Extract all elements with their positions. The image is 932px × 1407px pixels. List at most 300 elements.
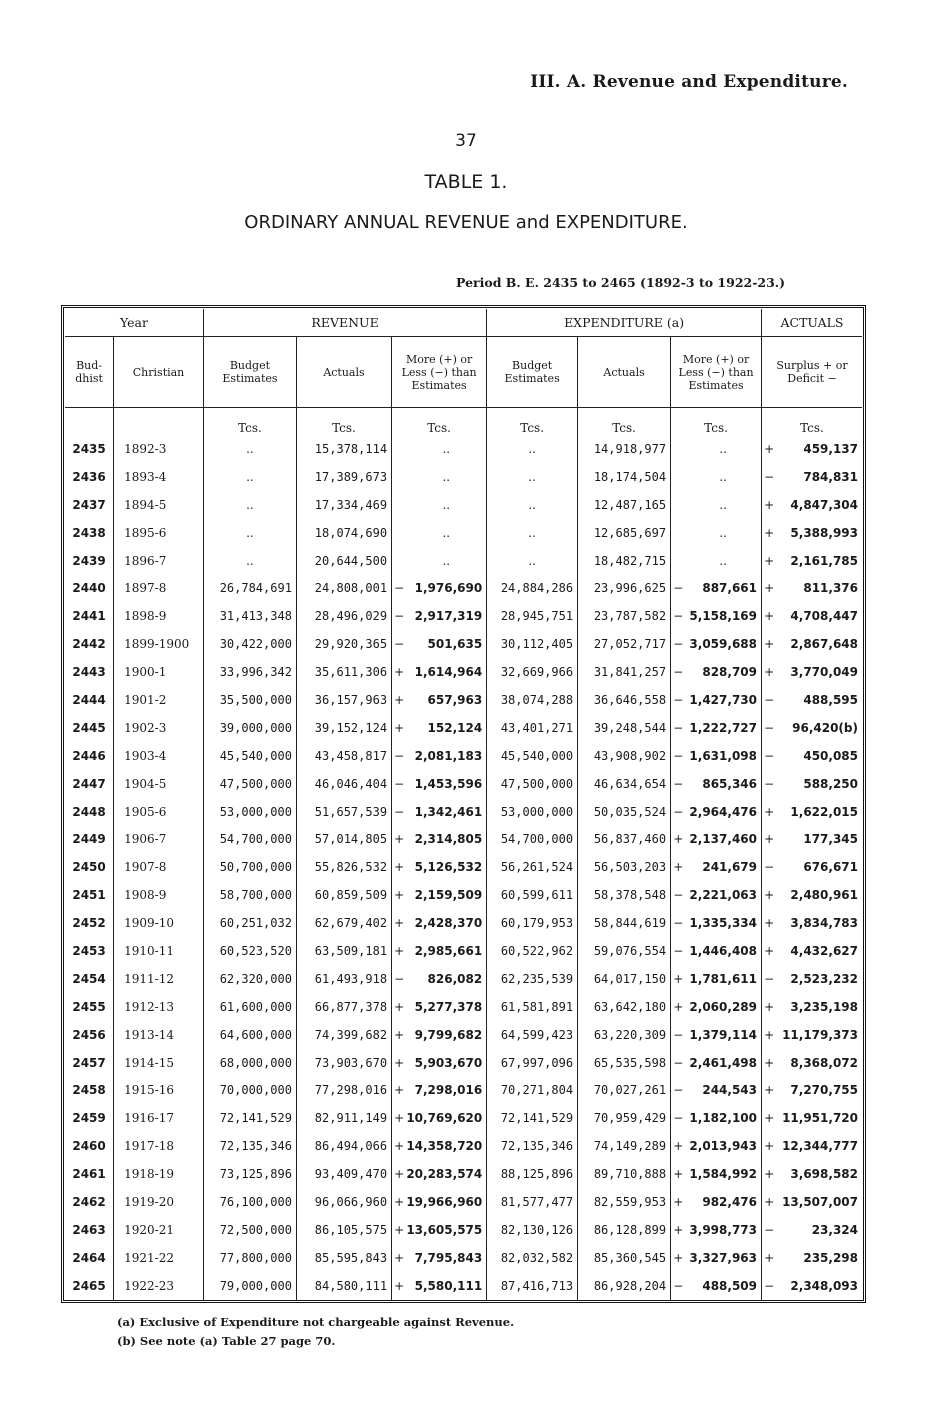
surplus-sign: + [762, 630, 777, 658]
expenditure-budget-cell: 47,500,000 [487, 770, 578, 798]
surplus-deficit-cell: 4,432,627 [790, 943, 858, 958]
revenue-actuals-cell: 82,911,149 [296, 1104, 391, 1132]
header-year: Year [65, 309, 203, 337]
table-row [65, 937, 862, 965]
table-row [65, 1104, 862, 1132]
unit-label: Tcs. [578, 408, 671, 436]
surplus-sign: + [762, 1188, 777, 1216]
revenue-budget-cell: 53,000,000 [203, 798, 296, 826]
christian-year-cell: 1903-4 [114, 742, 204, 770]
revenue-diff-sign: + [392, 853, 407, 881]
expenditure-actuals-cell: 39,248,544 [578, 714, 671, 742]
revenue-diff-sign [392, 435, 407, 463]
expenditure-diff-cell: 1,222,727 [689, 720, 757, 735]
christian-year-cell: 1907-8 [114, 853, 204, 881]
footnotes [117, 1313, 514, 1351]
expenditure-diff-cell: 3,059,688 [689, 637, 757, 652]
expenditure-diff-sign [671, 435, 686, 463]
christian-year-cell: 1899-1900 [114, 630, 204, 658]
revenue-actuals-cell: 85,595,843 [296, 1244, 391, 1272]
revenue-diff-cell: 13,605,575 [406, 1222, 483, 1237]
revenue-budget-cell: 45,540,000 [203, 742, 296, 770]
expenditure-actuals-cell: 63,220,309 [578, 1021, 671, 1049]
buddhist-year-cell: 2457 [72, 1055, 106, 1070]
revenue-actuals-cell: 57,014,805 [296, 825, 391, 853]
christian-year-cell: 1906-7 [114, 825, 204, 853]
revenue-budget-cell: .. [203, 435, 296, 463]
expenditure-budget-cell: 72,141,529 [487, 1104, 578, 1132]
surplus-sign: + [762, 1076, 777, 1104]
surplus-deficit-cell: 11,179,373 [782, 1027, 858, 1042]
expenditure-budget-cell: 38,074,288 [487, 686, 578, 714]
col-buddhist: Bud-dhist [65, 337, 114, 408]
header-actuals: ACTUALS [762, 309, 863, 337]
expenditure-diff-cell: 2,461,498 [689, 1055, 757, 1070]
revenue-actuals-cell: 17,389,673 [296, 463, 391, 491]
surplus-deficit-cell: 450,085 [803, 748, 858, 763]
table-row [65, 491, 862, 519]
col-revenue-actuals: Actuals [296, 337, 391, 408]
revenue-diff-sign [392, 547, 407, 575]
table-row [65, 825, 862, 853]
expenditure-actuals-cell: 36,646,558 [578, 686, 671, 714]
expenditure-budget-cell: 88,125,896 [487, 1160, 578, 1188]
revenue-diff-sign: − [392, 798, 407, 826]
buddhist-year-cell: 2441 [72, 609, 106, 624]
expenditure-budget-cell: 82,130,126 [487, 1216, 578, 1244]
table-row [65, 853, 862, 881]
christian-year-cell: 1911-12 [114, 965, 204, 993]
revenue-diff-cell: 826,082 [427, 971, 483, 986]
expenditure-diff-cell: 1,379,114 [689, 1027, 757, 1042]
surplus-sign: + [762, 881, 777, 909]
revenue-diff-sign: + [392, 1188, 407, 1216]
expenditure-actuals-cell: 56,503,203 [578, 853, 671, 881]
surplus-deficit-cell: 2,523,232 [790, 971, 858, 986]
expenditure-actuals-cell: 12,685,697 [578, 519, 671, 547]
unit-label: Tcs. [671, 408, 762, 436]
expenditure-budget-cell: 82,032,582 [487, 1244, 578, 1272]
buddhist-year-cell: 2438 [72, 525, 106, 540]
expenditure-diff-sign: − [671, 602, 686, 630]
col-surplus-deficit: Surplus + or Deficit − [762, 337, 863, 408]
expenditure-budget-cell: 70,271,804 [487, 1076, 578, 1104]
christian-year-cell: 1897-8 [114, 574, 204, 602]
surplus-deficit-cell: 3,698,582 [790, 1167, 858, 1182]
table-row [65, 1049, 862, 1077]
revenue-budget-cell: 79,000,000 [203, 1272, 296, 1300]
unit-label: Tcs. [487, 408, 578, 436]
christian-year-cell: 1919-20 [114, 1188, 204, 1216]
buddhist-year-cell: 2447 [72, 776, 106, 791]
buddhist-year-cell: 2435 [72, 441, 106, 456]
buddhist-year-cell: 2452 [72, 916, 106, 931]
surplus-deficit-cell: 676,671 [803, 860, 858, 875]
revenue-budget-cell: 33,996,342 [203, 658, 296, 686]
christian-year-cell: 1914-15 [114, 1049, 204, 1077]
revenue-diff-cell: 657,963 [427, 692, 483, 707]
revenue-budget-cell: 72,141,529 [203, 1104, 296, 1132]
christian-year-cell: 1902-3 [114, 714, 204, 742]
unit-label: Tcs. [296, 408, 391, 436]
table-row [65, 1132, 862, 1160]
christian-year-cell: 1900-1 [114, 658, 204, 686]
revenue-actuals-cell: 15,378,114 [296, 435, 391, 463]
revenue-diff-cell: 2,428,370 [414, 916, 483, 931]
header-expenditure: EXPENDITURE (a) [487, 309, 762, 337]
revenue-budget-cell: 60,251,032 [203, 909, 296, 937]
col-expenditure-more-less: More (+) or Less (−) than Estimates [671, 337, 762, 408]
expenditure-budget-cell: 62,235,539 [487, 965, 578, 993]
revenue-diff-sign: + [392, 658, 407, 686]
expenditure-budget-cell: .. [487, 491, 578, 519]
surplus-sign: + [762, 1021, 777, 1049]
table-row [65, 1188, 862, 1216]
expenditure-budget-cell: 56,261,524 [487, 853, 578, 881]
revenue-actuals-cell: 63,509,181 [296, 937, 391, 965]
expenditure-diff-cell: 2,137,460 [689, 832, 757, 847]
christian-year-cell: 1922-23 [114, 1272, 204, 1300]
expenditure-actuals-cell: 63,642,180 [578, 993, 671, 1021]
surplus-sign: − [762, 1216, 777, 1244]
revenue-diff-cell: .. [442, 497, 451, 512]
surplus-deficit-cell: 2,348,093 [790, 1278, 858, 1293]
revenue-diff-sign [392, 463, 407, 491]
revenue-actuals-cell: 86,105,575 [296, 1216, 391, 1244]
expenditure-actuals-cell: 14,918,977 [578, 435, 671, 463]
revenue-budget-cell: 72,135,346 [203, 1132, 296, 1160]
expenditure-diff-cell: 3,998,773 [689, 1222, 757, 1237]
revenue-budget-cell: 39,000,000 [203, 714, 296, 742]
buddhist-year-cell: 2443 [72, 665, 106, 680]
revenue-budget-cell: 61,600,000 [203, 993, 296, 1021]
revenue-budget-cell: 60,523,520 [203, 937, 296, 965]
table-row [65, 993, 862, 1021]
surplus-deficit-cell: 13,507,007 [782, 1194, 858, 1209]
surplus-sign: + [762, 1104, 777, 1132]
buddhist-year-cell: 2462 [72, 1194, 106, 1209]
expenditure-budget-cell: .. [487, 463, 578, 491]
expenditure-diff-sign: + [671, 1216, 686, 1244]
table-row [65, 630, 862, 658]
expenditure-diff-cell: 1,781,611 [689, 971, 757, 986]
revenue-budget-cell: 70,000,000 [203, 1076, 296, 1104]
expenditure-diff-cell: 2,221,063 [689, 888, 757, 903]
revenue-actuals-cell: 86,494,066 [296, 1132, 391, 1160]
revenue-diff-sign: + [392, 1132, 407, 1160]
revenue-actuals-cell: 60,859,509 [296, 881, 391, 909]
revenue-budget-cell: 58,700,000 [203, 881, 296, 909]
revenue-actuals-cell: 18,074,690 [296, 519, 391, 547]
col-expenditure-actuals: Actuals [578, 337, 671, 408]
expenditure-actuals-cell: 86,128,899 [578, 1216, 671, 1244]
expenditure-budget-cell: 45,540,000 [487, 742, 578, 770]
expenditure-diff-sign: − [671, 798, 686, 826]
table-subtitle: ORDINARY ANNUAL REVENUE and EXPENDITURE. [244, 212, 688, 233]
expenditure-budget-cell: 61,581,891 [487, 993, 578, 1021]
surplus-deficit-cell: 7,270,755 [790, 1083, 858, 1098]
expenditure-diff-cell: 244,543 [702, 1083, 757, 1098]
revenue-diff-cell: 152,124 [427, 720, 483, 735]
surplus-sign: − [762, 686, 777, 714]
surplus-deficit-cell: 459,137 [803, 441, 858, 456]
expenditure-actuals-cell: 85,360,545 [578, 1244, 671, 1272]
christian-year-cell: 1910-11 [114, 937, 204, 965]
revenue-budget-cell: .. [203, 547, 296, 575]
revenue-actuals-cell: 51,657,539 [296, 798, 391, 826]
revenue-budget-cell: 64,600,000 [203, 1021, 296, 1049]
revenue-actuals-cell: 84,580,111 [296, 1272, 391, 1300]
revenue-diff-cell: 5,580,111 [414, 1278, 483, 1293]
expenditure-diff-cell: 2,060,289 [689, 999, 757, 1014]
expenditure-diff-sign: − [671, 1076, 686, 1104]
revenue-budget-cell: 76,100,000 [203, 1188, 296, 1216]
revenue-actuals-cell: 93,409,470 [296, 1160, 391, 1188]
page-number: 37 [455, 131, 477, 151]
expenditure-actuals-cell: 18,174,504 [578, 463, 671, 491]
revenue-budget-cell: 30,422,000 [203, 630, 296, 658]
revenue-actuals-cell: 24,808,001 [296, 574, 391, 602]
table-row [65, 1244, 862, 1272]
revenue-budget-cell: .. [203, 491, 296, 519]
surplus-deficit-cell: 8,368,072 [790, 1055, 858, 1070]
buddhist-year-cell: 2464 [72, 1250, 106, 1265]
expenditure-budget-cell: 28,945,751 [487, 602, 578, 630]
expenditure-diff-sign: + [671, 1132, 686, 1160]
expenditure-actuals-cell: 59,076,554 [578, 937, 671, 965]
expenditure-diff-cell: 2,964,476 [689, 804, 757, 819]
header-revenue: REVENUE [203, 309, 486, 337]
expenditure-diff-sign: + [671, 965, 686, 993]
expenditure-diff-cell: 1,427,730 [689, 692, 757, 707]
surplus-deficit-cell: 3,235,198 [790, 999, 858, 1014]
revenue-budget-cell: 62,320,000 [203, 965, 296, 993]
christian-year-cell: 1893-4 [114, 463, 204, 491]
christian-year-cell: 1895-6 [114, 519, 204, 547]
expenditure-diff-sign: − [671, 574, 686, 602]
revenue-diff-cell: .. [442, 441, 451, 456]
expenditure-diff-cell: 828,709 [702, 665, 757, 680]
revenue-diff-sign: + [392, 1244, 407, 1272]
expenditure-diff-cell: 5,158,169 [689, 609, 757, 624]
expenditure-actuals-cell: 58,378,548 [578, 881, 671, 909]
expenditure-diff-sign: + [671, 1160, 686, 1188]
expenditure-diff-sign: − [671, 630, 686, 658]
unit-label: Tcs. [392, 408, 487, 436]
revenue-diff-cell: 2,081,183 [414, 748, 483, 763]
christian-year-cell: 1918-19 [114, 1160, 204, 1188]
revenue-actuals-cell: 35,611,306 [296, 658, 391, 686]
expenditure-diff-sign: + [671, 825, 686, 853]
surplus-deficit-cell: 96,420(b) [792, 720, 858, 735]
table-row [65, 658, 862, 686]
revenue-budget-cell: 47,500,000 [203, 770, 296, 798]
unit-label: Tcs. [203, 408, 296, 436]
expenditure-budget-cell: 64,599,423 [487, 1021, 578, 1049]
expenditure-diff-sign: − [671, 1272, 686, 1300]
revenue-diff-cell: 2,985,661 [414, 943, 483, 958]
revenue-diff-cell: 1,453,596 [414, 776, 483, 791]
expenditure-actuals-cell: 46,634,654 [578, 770, 671, 798]
surplus-sign: + [762, 574, 777, 602]
christian-year-cell: 1904-5 [114, 770, 204, 798]
revenue-diff-cell: 501,635 [427, 637, 483, 652]
buddhist-year-cell: 2461 [72, 1167, 106, 1182]
surplus-sign: − [762, 965, 777, 993]
surplus-deficit-cell: 177,345 [803, 832, 858, 847]
christian-year-cell: 1921-22 [114, 1244, 204, 1272]
surplus-sign: + [762, 519, 777, 547]
revenue-diff-sign [392, 519, 407, 547]
expenditure-diff-cell: 241,679 [702, 860, 757, 875]
surplus-deficit-cell: 784,831 [803, 469, 858, 484]
revenue-diff-cell: 7,298,016 [414, 1083, 483, 1098]
buddhist-year-cell: 2442 [72, 637, 106, 652]
revenue-budget-cell: 26,784,691 [203, 574, 296, 602]
surplus-deficit-cell: 2,480,961 [790, 888, 858, 903]
expenditure-diff-cell: 1,584,992 [689, 1167, 757, 1182]
revenue-expenditure-table [65, 309, 862, 1300]
christian-year-cell: 1896-7 [114, 547, 204, 575]
table-row [65, 1160, 862, 1188]
christian-year-cell: 1920-21 [114, 1216, 204, 1244]
surplus-deficit-cell: 2,867,648 [790, 637, 858, 652]
expenditure-diff-cell: 3,327,963 [689, 1250, 757, 1265]
footnote-a: (a) Exclusive of Expenditure not chargeable against Revenue. [117, 1315, 515, 1329]
revenue-diff-sign: + [392, 714, 407, 742]
table-row [65, 519, 862, 547]
expenditure-budget-cell: 60,179,953 [487, 909, 578, 937]
table-row [65, 798, 862, 826]
buddhist-year-cell: 2437 [72, 497, 106, 512]
surplus-deficit-cell: 3,770,049 [790, 665, 858, 680]
revenue-diff-cell: 19,966,960 [406, 1194, 483, 1209]
table-row [65, 435, 862, 463]
buddhist-year-cell: 2453 [72, 943, 106, 958]
surplus-deficit-cell: 5,388,993 [790, 525, 858, 540]
revenue-diff-sign: + [392, 1049, 407, 1077]
revenue-diff-cell: 14,358,720 [406, 1139, 483, 1154]
surplus-sign: + [762, 909, 777, 937]
expenditure-diff-cell: .. [719, 497, 727, 512]
expenditure-diff-sign: + [671, 1244, 686, 1272]
revenue-diff-sign: − [392, 770, 407, 798]
table-row [65, 1272, 862, 1300]
buddhist-year-cell: 2436 [72, 469, 106, 484]
expenditure-actuals-cell: 70,027,261 [578, 1076, 671, 1104]
revenue-actuals-cell: 29,920,365 [296, 630, 391, 658]
revenue-budget-cell: .. [203, 463, 296, 491]
buddhist-year-cell: 2460 [72, 1139, 106, 1154]
expenditure-actuals-cell: 74,149,289 [578, 1132, 671, 1160]
revenue-actuals-cell: 66,877,378 [296, 993, 391, 1021]
surplus-sign: + [762, 602, 777, 630]
expenditure-diff-sign: + [671, 1188, 686, 1216]
revenue-actuals-cell: 36,157,963 [296, 686, 391, 714]
revenue-diff-sign: + [392, 1076, 407, 1104]
revenue-diff-cell: 2,159,509 [414, 888, 483, 903]
expenditure-actuals-cell: 43,908,902 [578, 742, 671, 770]
period-caption: Period B. E. 2435 to 2465 (1892-3 to 1922-23.) [456, 275, 786, 290]
revenue-actuals-cell: 20,644,500 [296, 547, 391, 575]
revenue-diff-sign: + [392, 825, 407, 853]
christian-year-cell: 1912-13 [114, 993, 204, 1021]
expenditure-budget-cell: 32,669,966 [487, 658, 578, 686]
surplus-sign: + [762, 435, 777, 463]
revenue-actuals-cell: 55,826,532 [296, 853, 391, 881]
expenditure-diff-cell: .. [719, 441, 727, 456]
expenditure-budget-cell: .. [487, 519, 578, 547]
expenditure-budget-cell: 87,416,713 [487, 1272, 578, 1300]
section-title: III. A. Revenue and Expenditure. [530, 72, 848, 92]
revenue-actuals-cell: 61,493,918 [296, 965, 391, 993]
expenditure-diff-sign: − [671, 937, 686, 965]
expenditure-diff-cell: 2,013,943 [689, 1139, 757, 1154]
expenditure-diff-cell: 1,182,100 [689, 1111, 757, 1126]
revenue-actuals-cell: 77,298,016 [296, 1076, 391, 1104]
revenue-budget-cell: 68,000,000 [203, 1049, 296, 1077]
buddhist-year-cell: 2463 [72, 1222, 106, 1237]
surplus-deficit-cell: 1,622,015 [790, 804, 858, 819]
surplus-deficit-cell: 2,161,785 [790, 553, 858, 568]
buddhist-year-cell: 2444 [72, 692, 106, 707]
table-row [65, 574, 862, 602]
revenue-diff-sign: − [392, 965, 407, 993]
revenue-diff-sign: + [392, 909, 407, 937]
christian-year-cell: 1894-5 [114, 491, 204, 519]
christian-year-cell: 1908-9 [114, 881, 204, 909]
buddhist-year-cell: 2455 [72, 999, 106, 1014]
table-title: TABLE 1. [424, 171, 508, 193]
revenue-diff-cell: 1,976,690 [414, 581, 483, 596]
surplus-sign: + [762, 547, 777, 575]
table-row [65, 909, 862, 937]
buddhist-year-cell: 2450 [72, 860, 106, 875]
christian-year-cell: 1917-18 [114, 1132, 204, 1160]
col-christian: Christian [114, 337, 204, 408]
revenue-diff-cell: 2,314,805 [414, 832, 483, 847]
surplus-sign: − [762, 770, 777, 798]
expenditure-actuals-cell: 31,841,257 [578, 658, 671, 686]
christian-year-cell: 1913-14 [114, 1021, 204, 1049]
surplus-deficit-cell: 12,344,777 [782, 1139, 858, 1154]
expenditure-actuals-cell: 23,996,625 [578, 574, 671, 602]
revenue-actuals-cell: 96,066,960 [296, 1188, 391, 1216]
expenditure-diff-sign: − [671, 658, 686, 686]
revenue-actuals-cell: 46,046,404 [296, 770, 391, 798]
table-row [65, 742, 862, 770]
buddhist-year-cell: 2449 [72, 832, 106, 847]
surplus-sign: − [762, 853, 777, 881]
expenditure-diff-cell: 488,509 [702, 1278, 757, 1293]
surplus-sign: − [762, 714, 777, 742]
expenditure-budget-cell: 72,135,346 [487, 1132, 578, 1160]
expenditure-diff-sign [671, 519, 686, 547]
revenue-diff-sign: + [392, 1272, 407, 1300]
revenue-budget-cell: 77,800,000 [203, 1244, 296, 1272]
revenue-diff-sign: + [392, 1160, 407, 1188]
expenditure-budget-cell: 60,522,962 [487, 937, 578, 965]
col-expenditure-budget: Budget Estimates [487, 337, 578, 408]
expenditure-diff-sign: + [671, 993, 686, 1021]
revenue-diff-cell: 7,795,843 [414, 1250, 483, 1265]
revenue-diff-sign: − [392, 742, 407, 770]
surplus-sign: + [762, 658, 777, 686]
expenditure-actuals-cell: 89,710,888 [578, 1160, 671, 1188]
expenditure-actuals-cell: 56,837,460 [578, 825, 671, 853]
surplus-sign: + [762, 937, 777, 965]
revenue-budget-cell: 73,125,896 [203, 1160, 296, 1188]
